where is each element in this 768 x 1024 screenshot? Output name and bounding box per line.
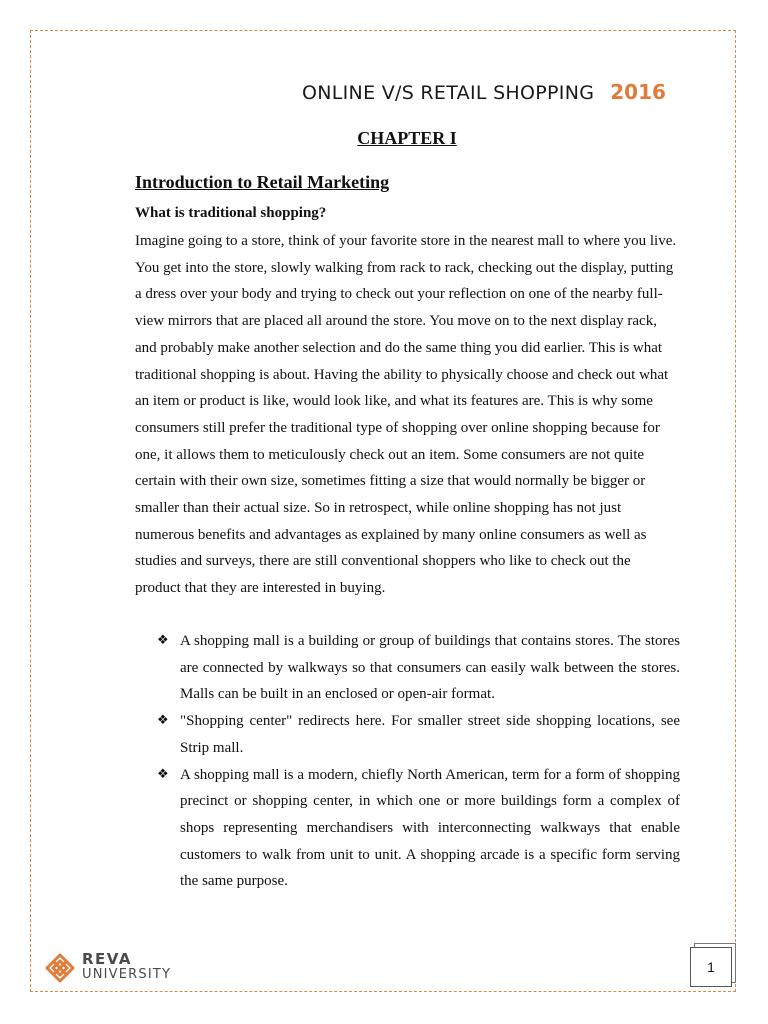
diamond-bullet-icon: ❖ (157, 633, 169, 648)
diamond-bullet-icon: ❖ (157, 766, 169, 782)
page-number-box (690, 943, 736, 987)
bullet-list (135, 628, 680, 895)
bullet-item (135, 762, 680, 896)
page-number: 1 (690, 947, 732, 987)
bullet-text: A shopping mall is a building or group of buildings that contains stores. The stores are connected by walkways so that consumers can easily walk between the stores. Malls can be built in an enclosed or open-air format. (180, 633, 680, 703)
bullet-item (135, 708, 680, 761)
bullet-item (135, 628, 680, 708)
section-heading: Introduction to Retail Marketing (135, 172, 390, 192)
knot-logo-icon (44, 952, 76, 984)
reva-university-logo (44, 950, 194, 990)
body-paragraph: Imagine going to a store, think of your favorite store in the nearest mall to where you live. You get into the store, slowly walking from rack to rack, checking out the display, putting a dress over your body and trying to check out your reflection on one of the nearby full-view mirrors that are placed all around the store. You move on to the next display rack, and probably make another selection and do the same thing you did earlier. This is what traditional shopping is about. Having the ability to physically choose and check out what an item or product is like, would look like, and what its features are. This is why some consumers still prefer the traditional type of shopping over online shopping because for one, it allows them to meticulously check out an item. Some consumers are not quite certain with their own size, sometimes fitting a size that would normally be bigger or smaller than their actual size. So in retrospect, while online shopping has not just numerous benefits and advantages as explained by many online consumers as well as studies and surveys, there are still conventional shoppers who like to check out the product that they are interested in buying. (135, 233, 677, 597)
running-header (302, 80, 666, 104)
chapter-title: CHAPTER I (357, 128, 457, 148)
bullet-text: "Shopping center" redirects here. For smaller street side shopping locations, see Strip mall. (180, 713, 680, 756)
header-year: 2016 (610, 80, 666, 104)
bullet-text: A shopping mall is a modern, chiefly North American, term for a form of shopping precinct or shopping center, in which one or more buildings form a complex of shops representing merchandisers with interconnecting walkways that enable customers to walk from unit to unit. A shopping arcade is a specific form serving the same purpose. (180, 766, 680, 890)
diamond-bullet-icon: ❖ (157, 713, 169, 729)
logo-line2: UNIVERSITY (82, 967, 172, 982)
sub-heading: What is traditional shopping? (135, 205, 327, 221)
header-title: ONLINE V/S RETAIL SHOPPING (302, 82, 595, 104)
logo-line1: REVA (82, 950, 132, 968)
